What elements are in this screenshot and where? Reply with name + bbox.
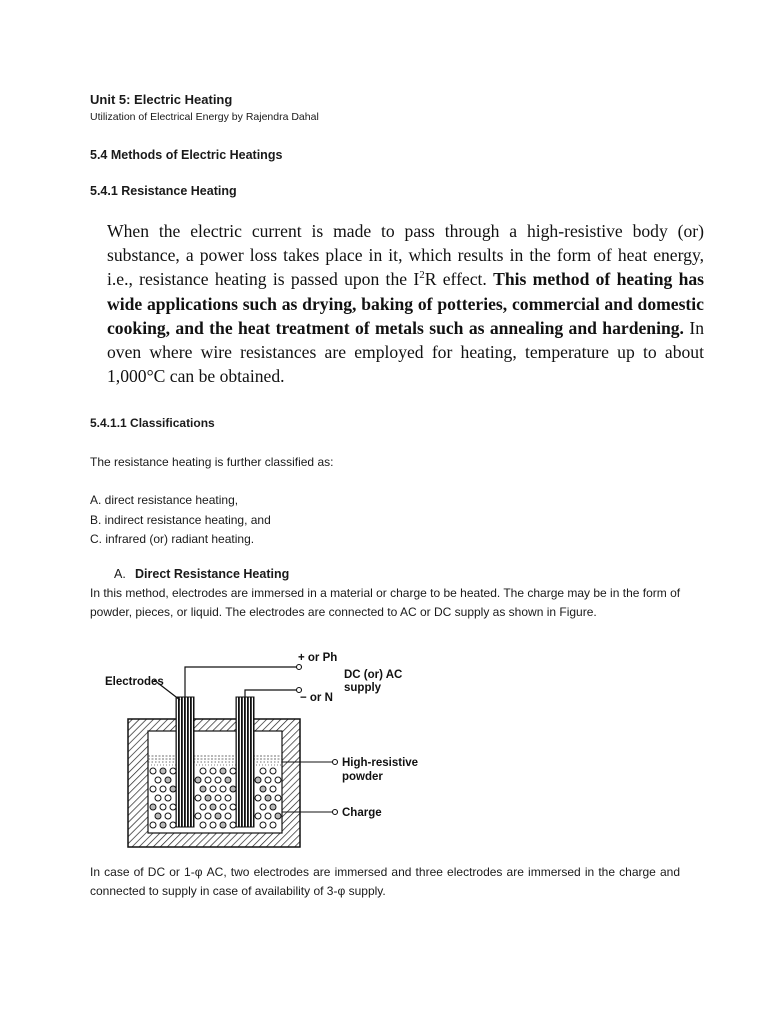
charge-particle [155,813,161,819]
charge-particle [215,795,221,801]
charge-particle [210,804,216,810]
unit-title: Unit 5: Electric Heating [90,92,233,107]
powder-pointer [333,760,338,765]
charge-particle [225,777,231,783]
charge-particle [260,768,266,774]
charge-particle [160,822,166,828]
charge-particle [150,822,156,828]
charge-particle [270,768,276,774]
document-subtitle: Utilization of Electrical Energy by Rajendra Dahal [90,111,319,123]
label-powder-line2: powder [342,771,383,783]
charge-particle [165,777,171,783]
charge-particle [220,768,226,774]
resistance-heating-paragraph [107,219,704,388]
charge-particle [200,804,206,810]
section-heading-methods: 5.4 Methods of Electric Heatings [90,148,283,162]
charge-particle [270,804,276,810]
charge-particle [210,786,216,792]
list-item: A. direct resistance heating, [90,493,239,507]
charge-particle [200,822,206,828]
direct-heating-heading [114,567,289,581]
charge-particle [220,786,226,792]
charge-pointer [333,810,338,815]
label-charge: Charge [342,807,382,819]
charge-particle [230,786,236,792]
charge-particle [265,777,271,783]
charge-particle [195,795,201,801]
label-plus-ph: + or Ph [298,652,338,664]
label-supply-line1: DC (or) AC [344,669,403,681]
charge-particle [160,768,166,774]
charge-particle [170,822,176,828]
electrode-left [176,697,194,827]
charge-particle [150,768,156,774]
quote-bold-text: This method of heating has wide applications such as drying, baking of potteries, commercial and domestic cooking, and the heat treatment of metals such as annealing and hardening. [107,269,705,338]
charge-particle [260,804,266,810]
charge-particle [255,777,261,783]
charge-particle [230,822,236,828]
quote-text-3: In oven where wire resistances are employed for heating, temperature up to about 1,000°C can be obtained. [107,317,704,387]
classification-list [90,491,271,550]
charge-particle [205,813,211,819]
section-heading-resistance: 5.4.1 Resistance Heating [90,184,237,198]
charge-particle [215,813,221,819]
charge-particle [260,786,266,792]
quote-text-2: R effect. [424,269,494,290]
quote-text-1: When the electric current is made to pass through a high-resistive body (or) substance, a power loss takes place in it, which results in the form of heat energy, i.e., resistance heating is passed upon the I [107,221,704,290]
closing-paragraph: In case of DC or 1-φ AC, two electrodes are immersed and three electrodes are immersed in the charge and connected to supply in case of availability of 3-φ supply. [90,865,680,898]
charge-particle [260,822,266,828]
charge-particle [200,768,206,774]
charge-particle [170,768,176,774]
charge-particle [170,804,176,810]
plus-terminal [297,665,302,670]
electrode-right [236,697,254,827]
classification-intro: The resistance heating is further classified as: [90,455,334,469]
label-minus-n: − or N [300,692,333,704]
charge-particle [215,777,221,783]
charge-particle [270,786,276,792]
charge-particle [275,795,281,801]
charge-particle [225,813,231,819]
charge-particle [200,786,206,792]
charge-particle [270,822,276,828]
charge-particle [165,813,171,819]
charge-particle [230,804,236,810]
list-letter: A. [114,567,126,581]
label-supply-line2: supply [344,682,382,694]
charge-particle [230,768,236,774]
charge-particle [155,795,161,801]
supply-wires [154,667,296,700]
label-electrodes: Electrodes [105,676,164,688]
superscript-two: 2 [419,269,425,282]
charge-particle [170,786,176,792]
direct-resistance-heating-figure [100,645,440,860]
charge-particle [265,795,271,801]
direct-heating-paragraph: In this method, electrodes are immersed in a material or charge to be heated. The charge may be in the form of powder, pieces, or liquid. The electrodes are connected to AC or DC supply as shown in Figure. [90,586,681,620]
charge-particle [255,813,261,819]
label-powder-line1: High-resistive [342,757,419,769]
charge-particle [275,813,281,819]
list-item: B. indirect resistance heating, and [90,512,271,527]
charge-particle [220,804,226,810]
charge-particle [205,795,211,801]
charge-particle [275,777,281,783]
charge-particle [210,768,216,774]
charge-particle [195,813,201,819]
charge-particle [255,795,261,801]
charge-particle [160,786,166,792]
charge-particle [265,813,271,819]
charge-particle [220,822,226,828]
section-heading-classifications: 5.4.1.1 Classifications [90,416,215,430]
charge-particle [150,804,156,810]
charge-particle [165,795,171,801]
charge-particle [155,777,161,783]
charge-particle [225,795,231,801]
direct-heating-title: Direct Resistance Heating [135,567,290,581]
charge-particle [160,804,166,810]
charge-particle [210,822,216,828]
charge-particle [150,786,156,792]
list-item: C. infrared (or) radiant heating. [90,532,255,546]
charge-particle [205,777,211,783]
charge-particle [195,777,201,783]
